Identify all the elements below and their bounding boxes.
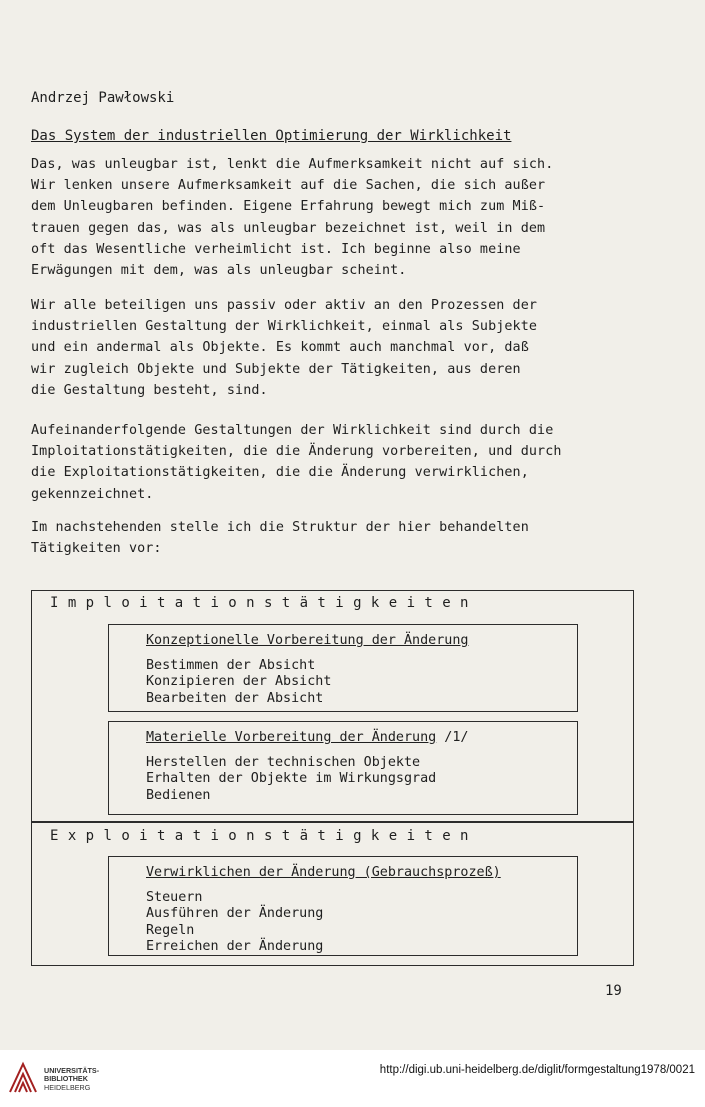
box-item: Steuern [146,889,203,905]
paragraph-2: Wir alle beteiligen uns passiv oder aktiv an den Prozessen der industriellen Gestaltung der Wirklichkeit, einmal als Subjekte und ein andermal als Objekte. Es kommt auch manchmal vor, daß wir zugleich Objekte und Subjekte der Tätigkeiten, aus deren die Gestaltung besteht, sind. [31,298,538,398]
exploitation-heading: Exploitationstätigkeiten [50,828,478,844]
library-footer [0,1050,705,1107]
box-item: Konzipieren der Absicht [146,674,332,690]
imploitation-heading: Imploitationstätigkeiten [50,595,478,611]
box-item: Erhalten der Objekte im Wirkungsgrad [146,771,437,787]
box-conceptual-preparation [108,624,578,712]
institution-line: UNIVERSITÄTS- [44,1066,100,1075]
page-number: 19 [605,983,622,999]
box-item: Herstellen der technischen Objekte [146,754,421,770]
box-item: Regeln [146,922,195,938]
paragraph-1: Das, was unleugbar ist, lenkt die Aufmerksamkeit nicht auf sich. Wir lenken unsere Aufmerksamkeit auf die Sachen, die sich außer dem Unleugbaren befinden. Eigene Erfahrung bewegt mich zum Miß- trauen gegen das, was als unleugbar bezeichnet ist, weil in dem oft das Wesentliche verheimlicht ist. Ich beginne also meine Erwägungen mit dem, was als unleugbar scheint. [31,157,554,279]
permalink-url[interactable]: http://digi.ub.uni-heidelberg.de/diglit/formgestaltung1978/0021 [379,1064,695,1076]
paragraph-3: Aufeinanderfolgende Gestaltungen der Wirklichkeit sind durch die Imploitationstätigkeiten, die die Änderung vorbereiten, und durch die Exploitationstätigkeiten, die die Änderung verwirklichen, gekennzeichnet. [31,423,562,502]
institution-name [44,1067,99,1092]
footnote-marker: /1/ [436,730,469,745]
structure-diagram-divider [31,821,634,823]
box-realization [108,856,578,956]
author-name: Andrzej Pawłowski [31,90,175,106]
box-item: Bestimmen der Absicht [146,657,316,673]
paragraph-4: Im nachstehenden stelle ich die Struktur der hier behandelten Tätigkeiten vor: [31,520,529,557]
box-item: Bedienen [146,787,211,803]
box-item: Erreichen der Änderung [146,939,324,955]
box-heading: Materielle Vorbereitung der Änderung [146,730,437,745]
box-heading: Verwirklichen der Änderung (Gebrauchsprozeß) [146,865,501,880]
institution-line: HEIDELBERG [44,1082,91,1092]
box-item: Bearbeiten der Absicht [146,690,324,706]
institution-line: BIBLIOTHEK [44,1074,88,1084]
box-heading: Konzeptionelle Vorbereitung der Änderung [146,633,469,648]
university-library-logo-icon [8,1060,38,1094]
box-material-preparation [108,721,578,815]
article-title: Das System der industriellen Optimierung der Wirklichkeit [31,128,512,144]
box-item: Ausführen der Änderung [146,906,324,922]
